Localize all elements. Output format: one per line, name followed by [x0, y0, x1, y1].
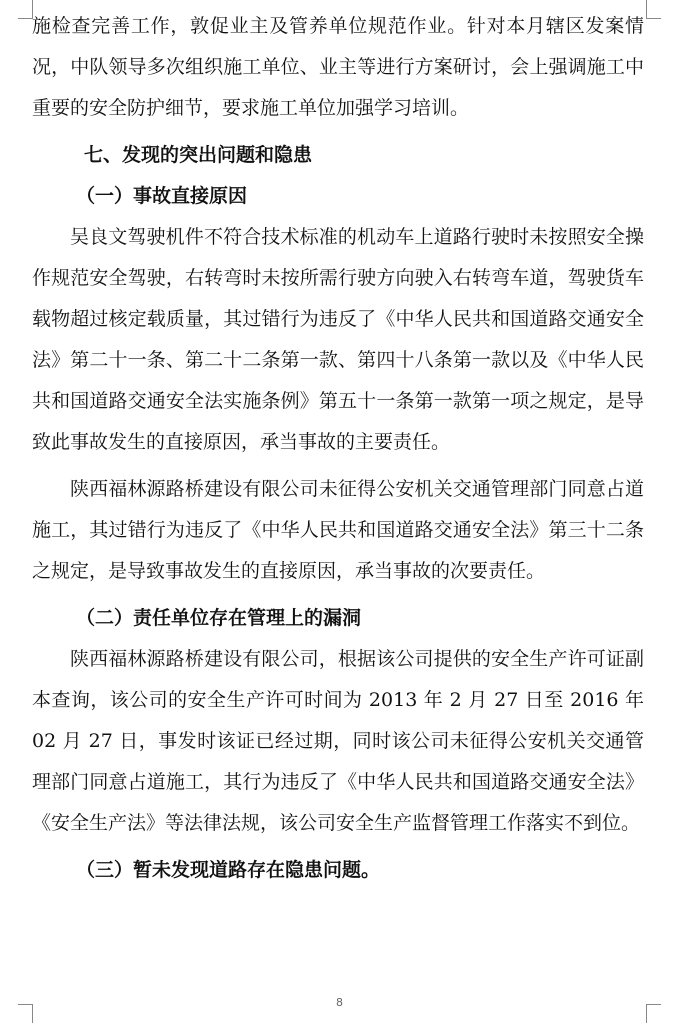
page-number: 8 — [336, 996, 343, 1009]
subheading-no-road-hazards: （三）暂未发现道路存在隐患问题。 — [76, 859, 381, 881]
subheading-management-loopholes: （二）责任单位存在管理上的漏洞 — [76, 607, 362, 629]
section-heading-problems-hazards: 七、发现的突出问题和隐患 — [84, 144, 313, 166]
paragraph-license-expired: 陕西福林源路桥建设有限公司，根据该公司提供的安全生产许可证副本查询，该公司的安全生产许可时间为 2013 年 2 月 27 日至 2016 年 02 月 27 日，事发时该证已经过期，同时该公司未征得公安机关交通管理部门同意占道施工，其行为违反了《中华人民共和国道路交通安全法》《安全生产法》等法律法规，该公司安全生产监督管理工作落实不到位。 — [32, 648, 644, 834]
crop-mark-top-right — [646, 0, 661, 19]
document-body — [32, 6, 644, 891]
subheading-direct-cause: （一）事故直接原因 — [76, 185, 248, 207]
paragraph-company-fault: 陕西福林源路桥建设有限公司未征得公安机关交通管理部门同意占道施工，其过错行为违反了《中华人民共和国道路交通安全法》第三十二条之规定，是导致事故发生的直接原因，承当事故的次要责任。 — [32, 478, 644, 582]
paragraph-driver-fault: 吴良文驾驶机件不符合技术标准的机动车上道路行驶时未按照安全操作规范安全驾驶，右转弯时未按所需行驶方向驶入右转弯车道，驾驶货车载物超过核定载质量，其过错行为违反了《中华人民共和国道路交通安全法》第二十一条、第二十二条第一款、第四十八条第一款以及《中华人民共和国道路交通安全法实施条例》第五十一条第一款第一项之规定，是导致此事故发生的直接原因，承当事故的主要责任。 — [32, 226, 644, 453]
crop-mark-top-left — [18, 0, 33, 19]
paragraph-continued: 施检查完善工作，敦促业主及管养单位规范作业。针对本月辖区发案情况，中队领导多次组织施工单位、业主等进行方案研讨，会上强调施工中重要的安全防护细节，要求施工单位加强学习培训。 — [32, 15, 644, 119]
